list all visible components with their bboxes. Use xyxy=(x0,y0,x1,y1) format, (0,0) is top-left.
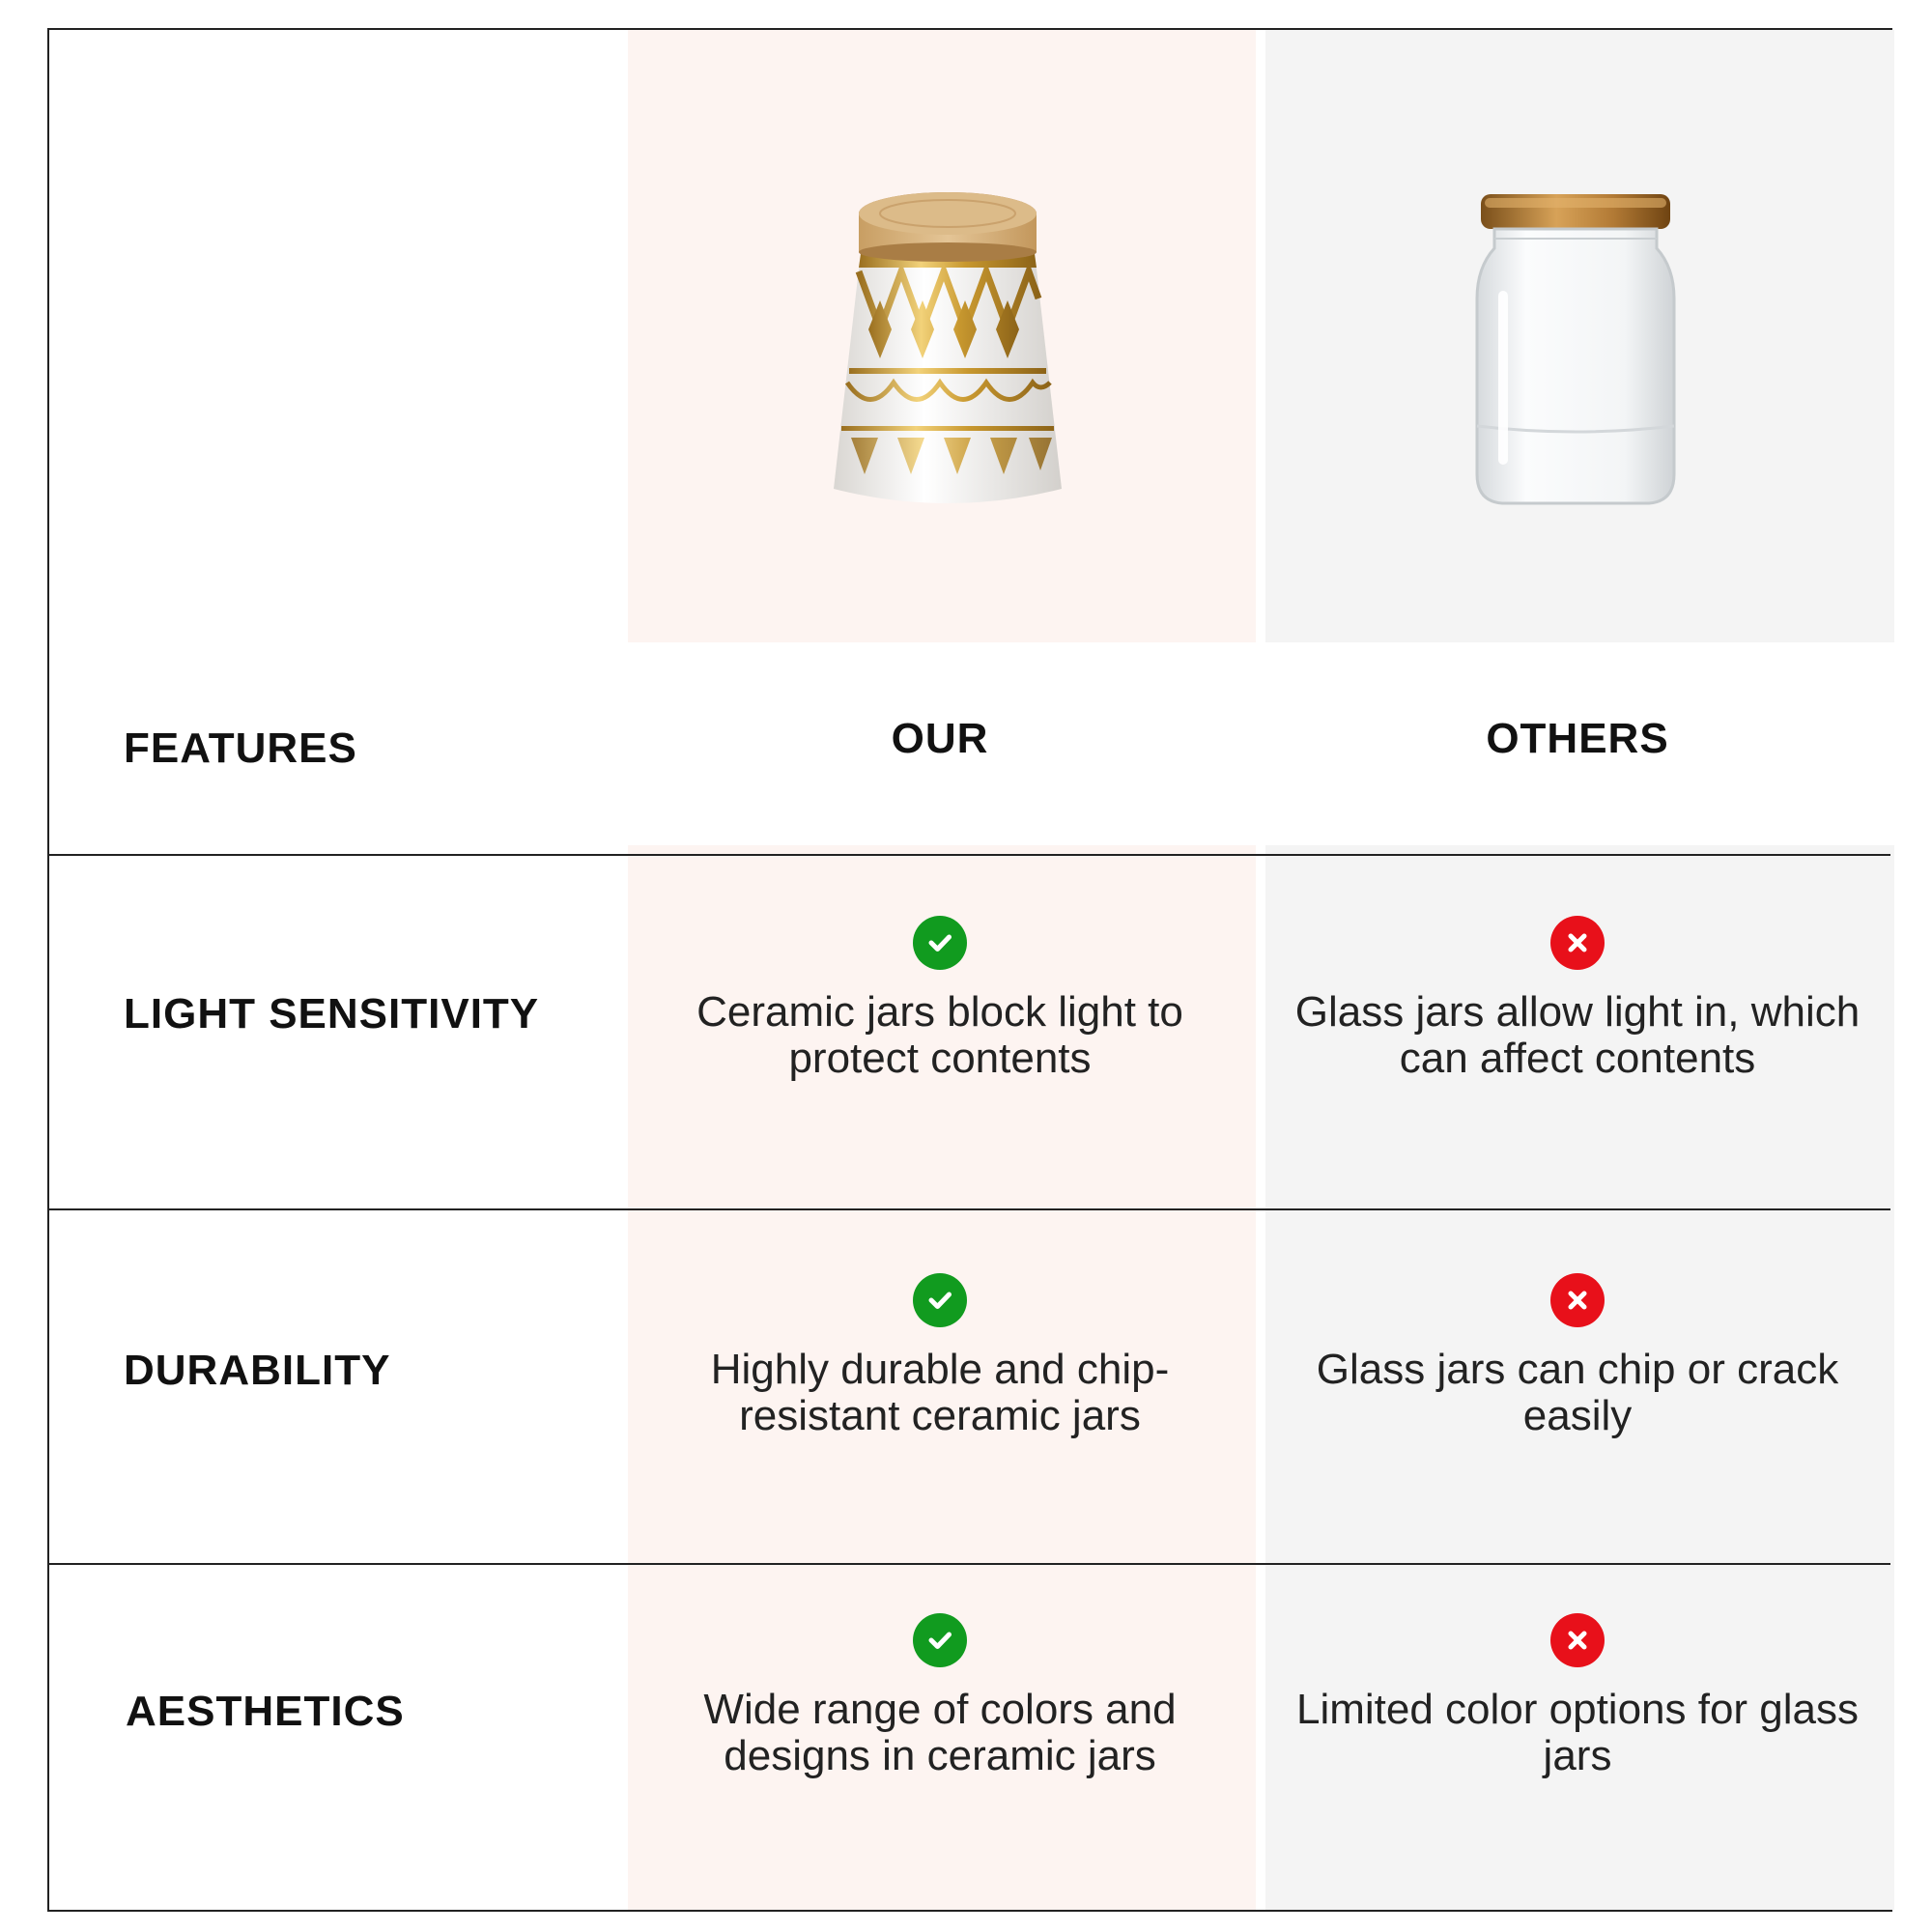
others-description: Glass jars can chip or crack easily xyxy=(1316,1346,1839,1439)
our-description: Wide range of colors and designs in ceramic jars xyxy=(703,1686,1177,1779)
others-description: Glass jars allow light in, which can affect contents xyxy=(1294,988,1861,1082)
our-cell-light-sensitivity xyxy=(626,916,1254,1082)
cross-icon xyxy=(1550,1273,1605,1327)
our-cell-aesthetics xyxy=(626,1613,1254,1779)
our-description: Ceramic jars block light to protect contents xyxy=(696,988,1183,1082)
features-header: FEATURES xyxy=(124,724,357,772)
feature-label-durability: DURABILITY xyxy=(124,1347,391,1394)
our-description: Highly durable and chip-resistant ceramic jars xyxy=(710,1346,1170,1439)
row-divider xyxy=(49,1208,1890,1210)
our-cell-durability xyxy=(626,1273,1254,1439)
check-icon xyxy=(913,916,967,970)
check-icon xyxy=(913,1613,967,1667)
row-divider xyxy=(49,1563,1890,1565)
cross-icon xyxy=(1550,1613,1605,1667)
our-column-header: OUR xyxy=(891,715,989,762)
feature-label-aesthetics: AESTHETICS xyxy=(126,1688,405,1735)
glass-jar-image xyxy=(1460,185,1691,513)
ceramic-jar-image xyxy=(822,185,1073,513)
feature-label-light-sensitivity: LIGHT SENSITIVITY xyxy=(124,990,540,1037)
others-column-header: OTHERS xyxy=(1486,715,1669,762)
others-cell-light-sensitivity xyxy=(1264,916,1891,1082)
others-cell-aesthetics xyxy=(1264,1613,1891,1779)
cross-icon xyxy=(1550,916,1605,970)
others-cell-durability xyxy=(1264,1273,1891,1439)
others-description: Limited color options for glass jars xyxy=(1295,1686,1860,1779)
check-icon xyxy=(913,1273,967,1327)
row-divider xyxy=(49,854,1890,856)
